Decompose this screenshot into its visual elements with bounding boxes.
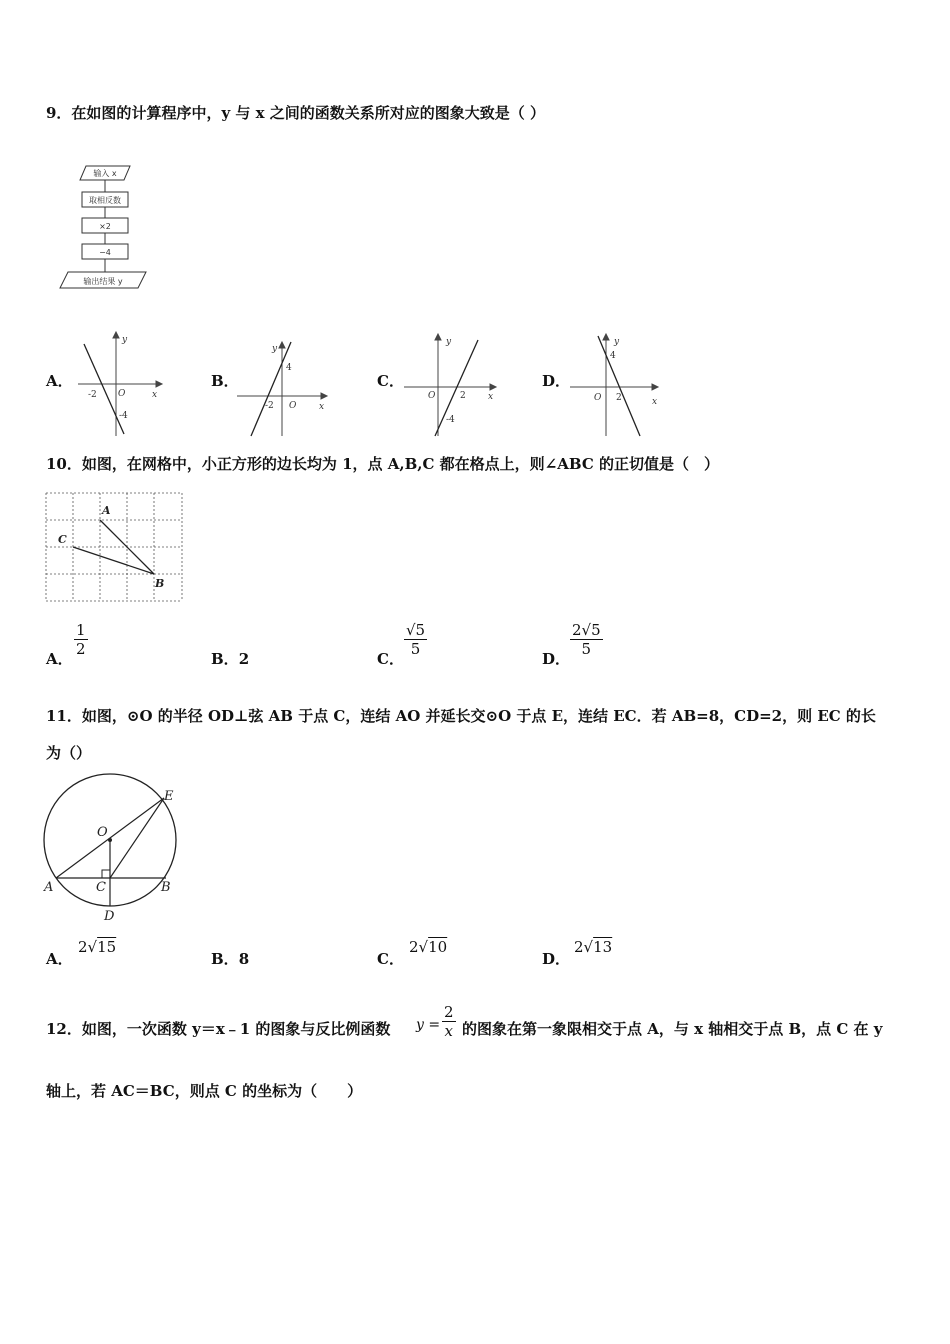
point-o-label: O <box>97 825 108 840</box>
flowchart-diagram <box>58 162 150 292</box>
svg-text:O: O <box>289 401 297 411</box>
q11-option-a-value[interactable]: 2√15 <box>78 938 117 956</box>
q9-option-a-label[interactable]: A． <box>46 372 73 390</box>
question-12-text-part1: 12．如图，一次函数 y＝x﹣1 的图象与反比例函数 <box>46 1020 391 1038</box>
q9-option-c-graph[interactable] <box>402 332 500 438</box>
question-9-text: 9．在如图的计算程序中，y 与 x 之间的函数关系所对应的图象大致是（ ） <box>46 104 545 122</box>
flowchart-label-input: 输入 x <box>93 169 117 178</box>
q9-b-function-line <box>251 342 291 436</box>
q10-option-d-label[interactable]: D． <box>542 650 571 668</box>
svg-text:x: x <box>319 402 325 412</box>
point-e-label: E <box>164 789 174 804</box>
q11-option-c-value[interactable]: 2√10 <box>409 938 448 956</box>
q9-d-function-line <box>598 336 640 436</box>
svg-text:-4: -4 <box>446 415 455 425</box>
point-d-label: D <box>104 909 115 924</box>
segment-ec <box>110 798 164 878</box>
q10-option-a-fraction[interactable]: 1 2 <box>76 621 86 658</box>
question-11-text-line2: 为（） <box>46 744 92 762</box>
q9-option-d-label[interactable]: D． <box>542 372 571 390</box>
flowchart-label-negate: 取相反数 <box>89 196 121 205</box>
svg-text:x: x <box>488 392 494 402</box>
question-11-text-line1: 11．如图，⊙O 的半径 OD⊥弦 AB 于点 C，连结 AO 并延长交⊙O 于点 E，连结 EC．若 AB=8，CD=2，则 EC 的长 <box>46 707 876 725</box>
q9-option-c-label[interactable]: C． <box>377 372 404 390</box>
q9-option-a-graph[interactable] <box>76 330 166 438</box>
question-12-text-line2: 轴上，若 AC＝BC，则点 C 的坐标为（ ） <box>46 1082 363 1100</box>
point-c-label-q11: C <box>96 880 106 895</box>
svg-text:O: O <box>118 389 126 399</box>
q9-option-b-graph[interactable] <box>235 338 333 438</box>
q9-c-function-line <box>435 340 478 436</box>
q11-option-d-label[interactable]: D． <box>542 950 571 968</box>
question-10-text: 10．如图，在网格中，小正方形的边长均为 1，点 A,B,C 都在格点上，则∠ABC 的正切值是（ ） <box>46 455 720 473</box>
q10-option-d-fraction[interactable]: 2√5 5 <box>572 621 601 658</box>
point-c-label: C <box>58 533 67 546</box>
svg-text:y: y <box>122 335 128 345</box>
q11-circle-figure <box>40 770 190 926</box>
point-a-label-q11: A <box>44 880 54 895</box>
flowchart-label-minus4: −4 <box>99 248 111 257</box>
svg-text:4: 4 <box>286 363 292 373</box>
segment-cb <box>73 547 154 574</box>
question-12-text-part2: 的图象在第一象限相交于点 A，与 x 轴相交于点 B，点 C 在 y <box>462 1020 883 1038</box>
svg-text:-4: -4 <box>119 411 128 421</box>
svg-text:O: O <box>428 391 436 401</box>
svg-text:-2: -2 <box>265 401 274 411</box>
point-b-label: B <box>155 577 165 590</box>
q9-option-b-label[interactable]: B． <box>211 372 239 390</box>
point-b-label-q11: B <box>161 880 171 895</box>
svg-text:2: 2 <box>616 393 622 403</box>
svg-text:y: y <box>446 337 452 347</box>
svg-text:y: y <box>272 344 278 354</box>
q10-grid-figure <box>44 490 186 604</box>
flowchart-label-output: 输出结果 y <box>83 277 123 286</box>
q10-option-b-label[interactable]: B．2 <box>211 650 250 668</box>
q11-option-c-label[interactable]: C． <box>377 950 404 968</box>
q11-option-a-label[interactable]: A． <box>46 950 73 968</box>
q10-option-a-label[interactable]: A． <box>46 650 73 668</box>
svg-text:y: y <box>614 337 620 347</box>
right-angle-mark <box>102 870 110 878</box>
svg-text:-2: -2 <box>88 390 97 400</box>
point-a-label: A <box>102 504 111 517</box>
svg-text:2: 2 <box>460 391 466 401</box>
svg-text:4: 4 <box>610 351 616 361</box>
flowchart-label-times2: ×2 <box>99 222 111 231</box>
q10-option-c-fraction[interactable]: √5 5 <box>406 621 426 658</box>
q9-option-d-graph[interactable] <box>568 332 666 438</box>
svg-text:O: O <box>594 393 602 403</box>
q10-option-c-label[interactable]: C． <box>377 650 404 668</box>
q11-option-d-value[interactable]: 2√13 <box>574 938 613 956</box>
svg-text:x: x <box>652 397 658 407</box>
q11-option-b-label[interactable]: B．8 <box>211 950 250 968</box>
svg-text:x: x <box>152 390 158 400</box>
